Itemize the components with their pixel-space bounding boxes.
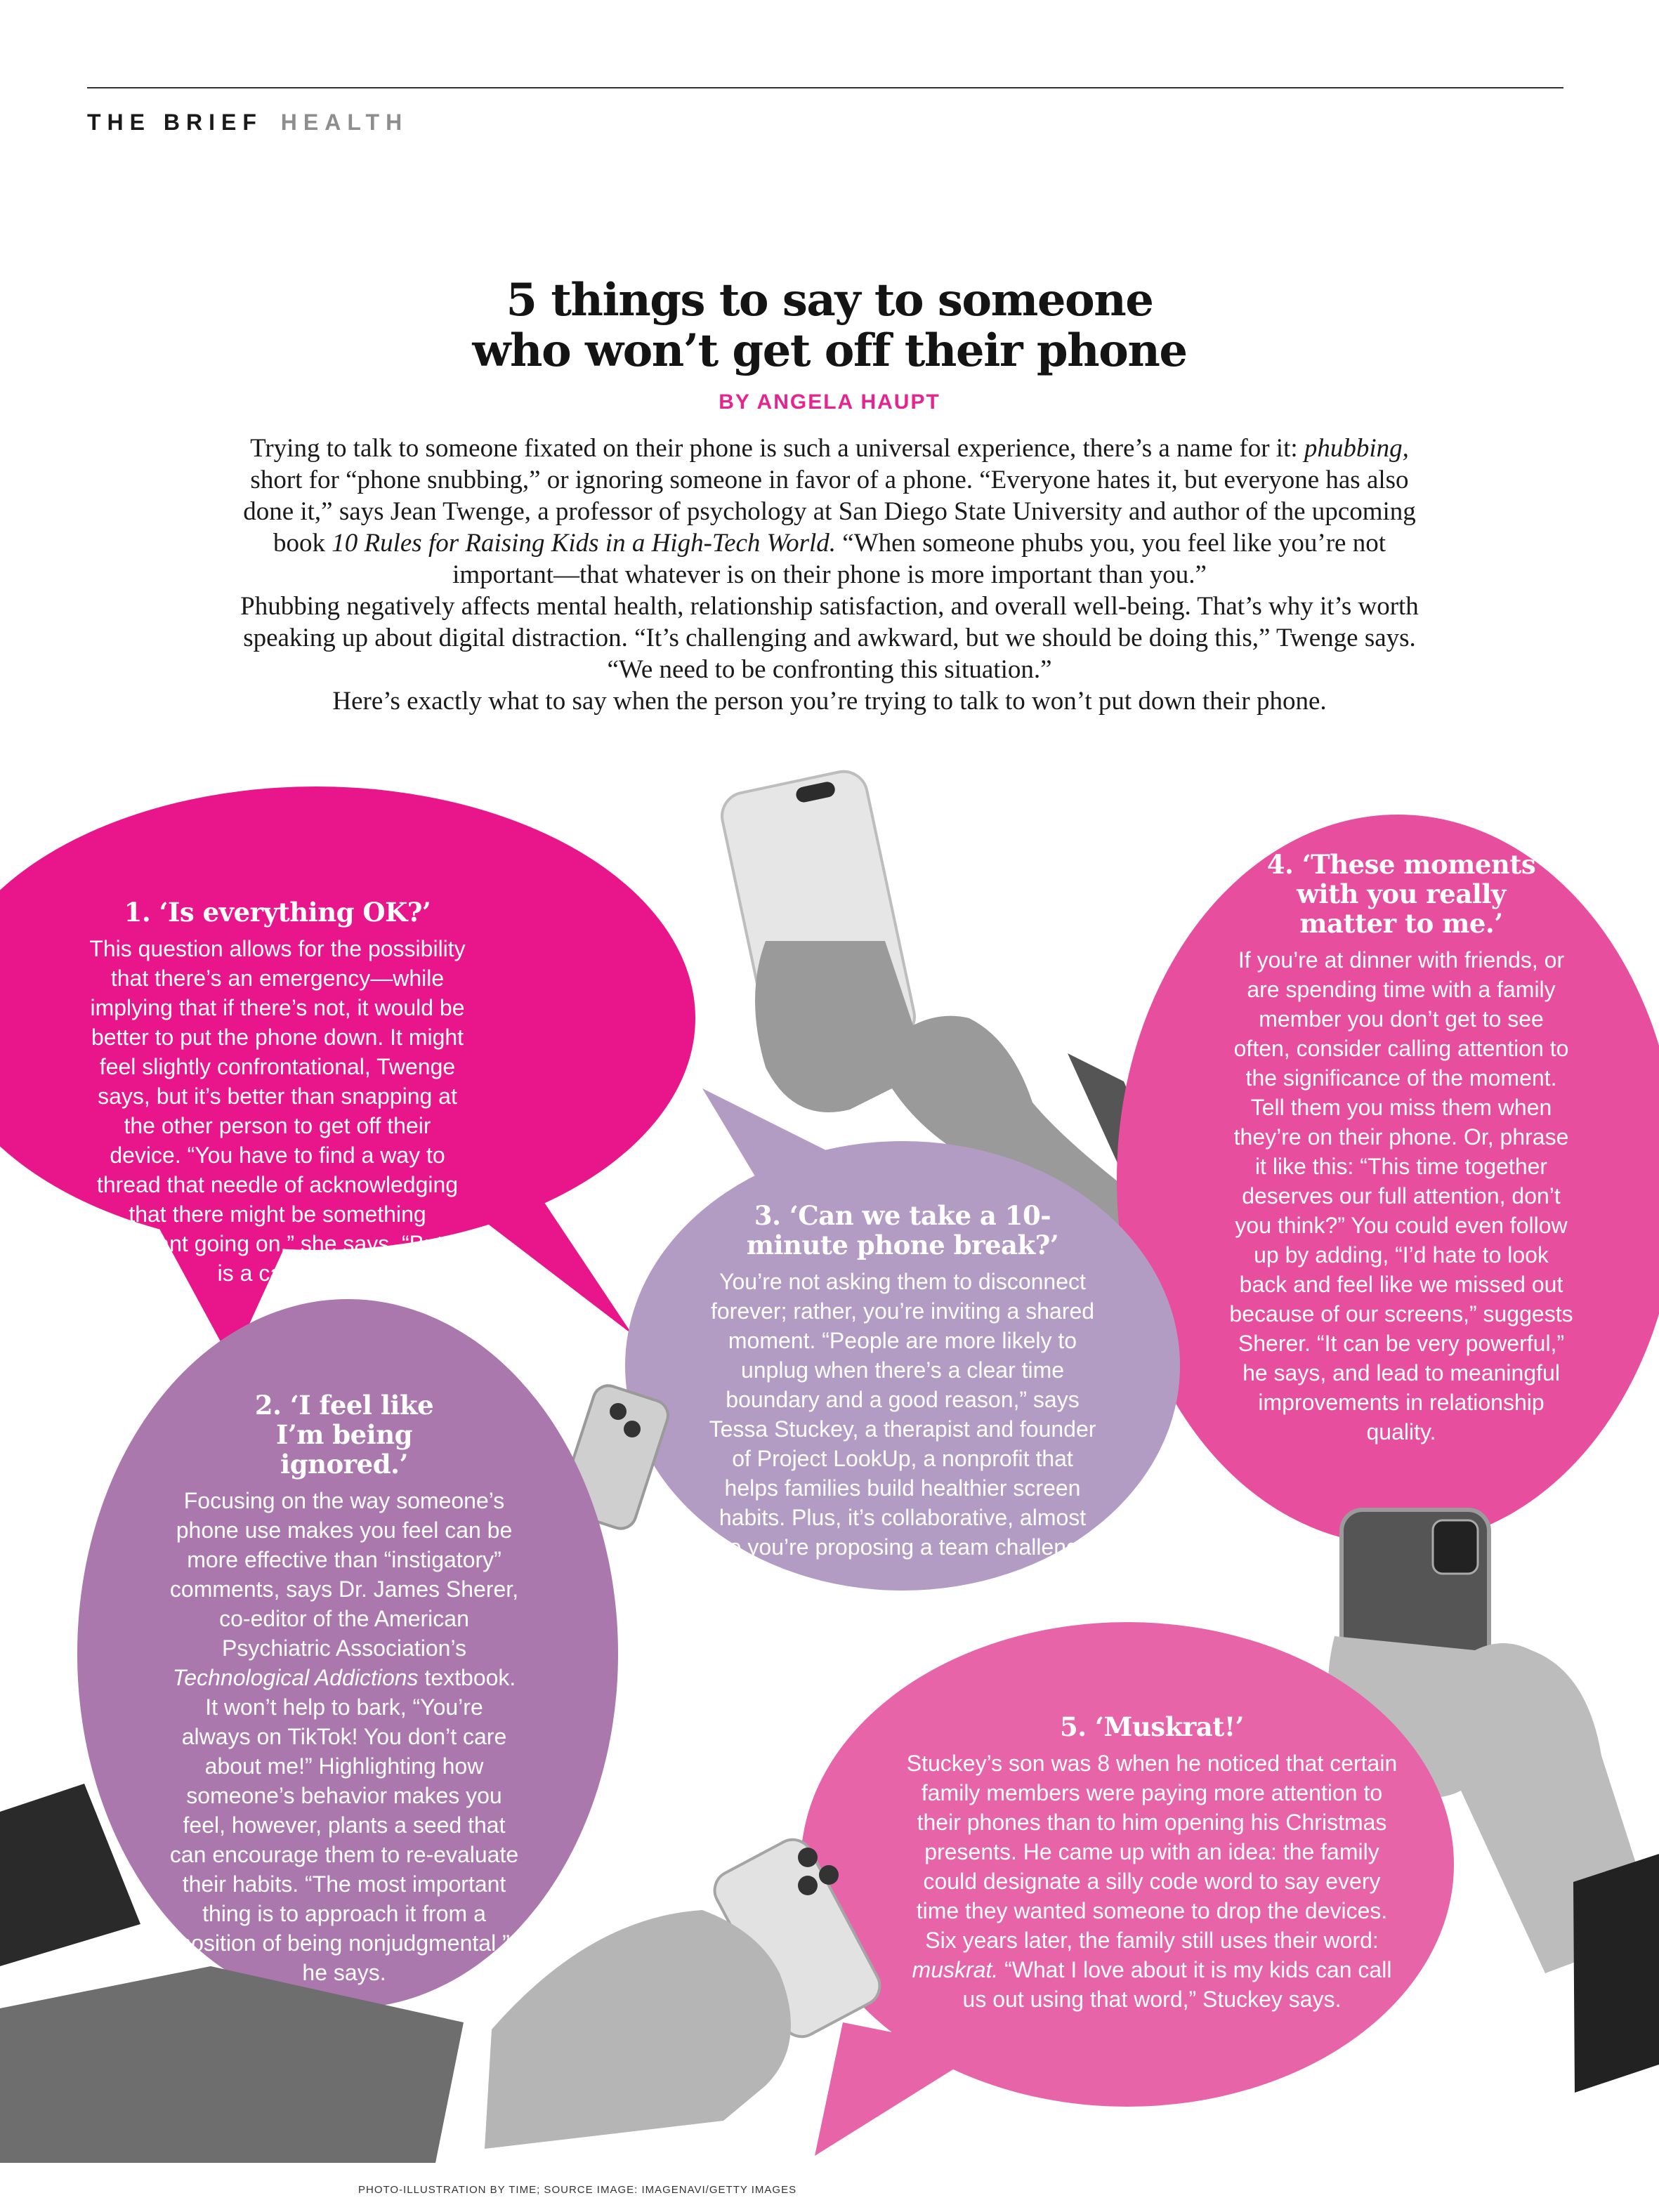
intro-text-run: “When someone phubs you, you feel like you’re not important—that whatever is on their phone is more important than you.” <box>452 529 1386 589</box>
tip-5-body <box>899 1749 1405 2014</box>
speech-bubble-collage <box>0 758 1659 2163</box>
tip-1-body: This question allows for the possibility that there’s an emergency—while implying that if there’s not, it would be better to put the phone down. It might feel slightly confrontational, Twenge says, but it’s better than snapping at the other person to get off their device. “You have to find a way to thread that needle of acknowledging that there might be something important going on,” she says. “But it is a callout.” <box>89 936 466 1286</box>
tip-3-body: You’re not asking them to disconnect forever; rather, you’re inviting a shared moment. “People are more likely to unplug when there’s a clear time boundary and a good reason,” says Tessa Stuckey, a therapist and founder of Project LookUp, a nonprofit that helps families build healthier screen habits. Plus, it’s collaborative, almost like you’re proposing a team challenge. <box>707 1269 1098 1560</box>
byline: BY ANGELA HAUPT <box>719 390 940 414</box>
tip-3 <box>702 1201 1103 1562</box>
subsection-name: HEALTH <box>280 110 409 135</box>
tip-3-title: 3. ‘Can we take a 10-minute phone break?’ <box>746 1200 1059 1260</box>
tip-2 <box>169 1390 520 1987</box>
intro-paragraph-3: Here’s exactly what to say when the person you’re trying to talk to won’t put down their phone. <box>332 687 1327 716</box>
photo-credit: PHOTO-ILLUSTRATION BY TIME; SOURCE IMAGE: IMAGENAVI/GETTY IMAGES <box>358 2184 797 2196</box>
headline-line-2: who won’t get off their phone <box>472 324 1187 377</box>
tip-2-body <box>169 1486 520 1987</box>
section-name: THE BRIEF <box>87 110 263 135</box>
tip-2-book-title: Technological Addictions <box>172 1665 419 1690</box>
tip-2-title: 2. ‘I feel like I’m being ignored.’ <box>254 1390 434 1480</box>
intro-paragraph-1 <box>232 433 1427 591</box>
headline-line-1: 5 things to say to someone <box>506 274 1153 327</box>
intro-text-run: short for “phone snubbing,” or ignoring someone in favor of a phone. “Everyone hates it, but everyone has also done it,” says Jean Twenge, a professor of psychology at San Diego State University and author of the upcoming book <box>243 466 1416 558</box>
tip-4-title: 4. ‘These moments with you really matter to me.’ <box>1266 849 1536 939</box>
top-rule <box>87 87 1563 88</box>
tip-4-body: If you’re at dinner with friends, or are spending time with a family member you don’t get to see often, consider calling attention to the significance of the moment. Tell them you miss them when they’re on their phone. Or, phrase it like this: “This time together deserves our full attention, don’t you think?” You could even follow up by adding, “I’d hate to look back and feel like we missed out because of our screens,” suggests Sherer. “It can be very powerful,” he says, and lead to meaningful improvements in relationship quality. <box>1229 947 1573 1444</box>
intro-term: phubbing, <box>1304 434 1409 463</box>
intro-text <box>232 433 1427 717</box>
book-title: 10 Rules for Raising Kids in a High-Tech World. <box>332 529 837 558</box>
tip-1 <box>88 897 467 1288</box>
intro-paragraph-2: Phubbing negatively affects mental health, relationship satisfaction, and overall well-being. That’s why it’s worth speaking up about digital distraction. “It’s challenging and awkward, but we should be doing this,” Twenge says. “We need to be confronting this situation.” <box>240 592 1419 684</box>
intro-text-run: Trying to talk to someone fixated on their phone is such a universal experience, there’s a name for it: <box>250 434 1304 463</box>
headline <box>338 275 1321 376</box>
tip-5 <box>899 1712 1405 2014</box>
tip-1-title: 1. ‘Is everything OK?’ <box>124 897 431 928</box>
tip-5-body-text: “What I love about it is my kids can call us out using that word,” Stuckey says. <box>962 1957 1392 2012</box>
tip-5-code-word: muskrat. <box>912 1957 999 1982</box>
tip-2-body-text: Focusing on the way someone’s phone use makes you feel can be more effective than “instigatory” comments, says Dr. James Sherer, co-editor of the American Psychiatric Association’s <box>169 1488 519 1661</box>
tip-5-body-text: Stuckey’s son was 8 when he noticed that certain family members were paying more attention to their phones than to him opening his Christmas presents. He came up with an idea: the family could designate a silly code word to say every time they wanted someone to drop the devices. Six years later, the family still uses their word: <box>906 1751 1398 1953</box>
section-label <box>87 110 408 136</box>
tip-5-title: 5. ‘Muskrat!’ <box>1060 1711 1244 1742</box>
tip-2-body-text: textbook. It won’t help to bark, “You’re always on TikTok! You don’t care about me!” Highlighting how someone’s behavior makes you feel, however, plants a seed that can encourage them to re-evaluate their habits. “The most important thing is to approach it from a position of being nonjudgmental,” he says. <box>169 1665 519 1985</box>
tip-4 <box>1229 850 1573 1447</box>
